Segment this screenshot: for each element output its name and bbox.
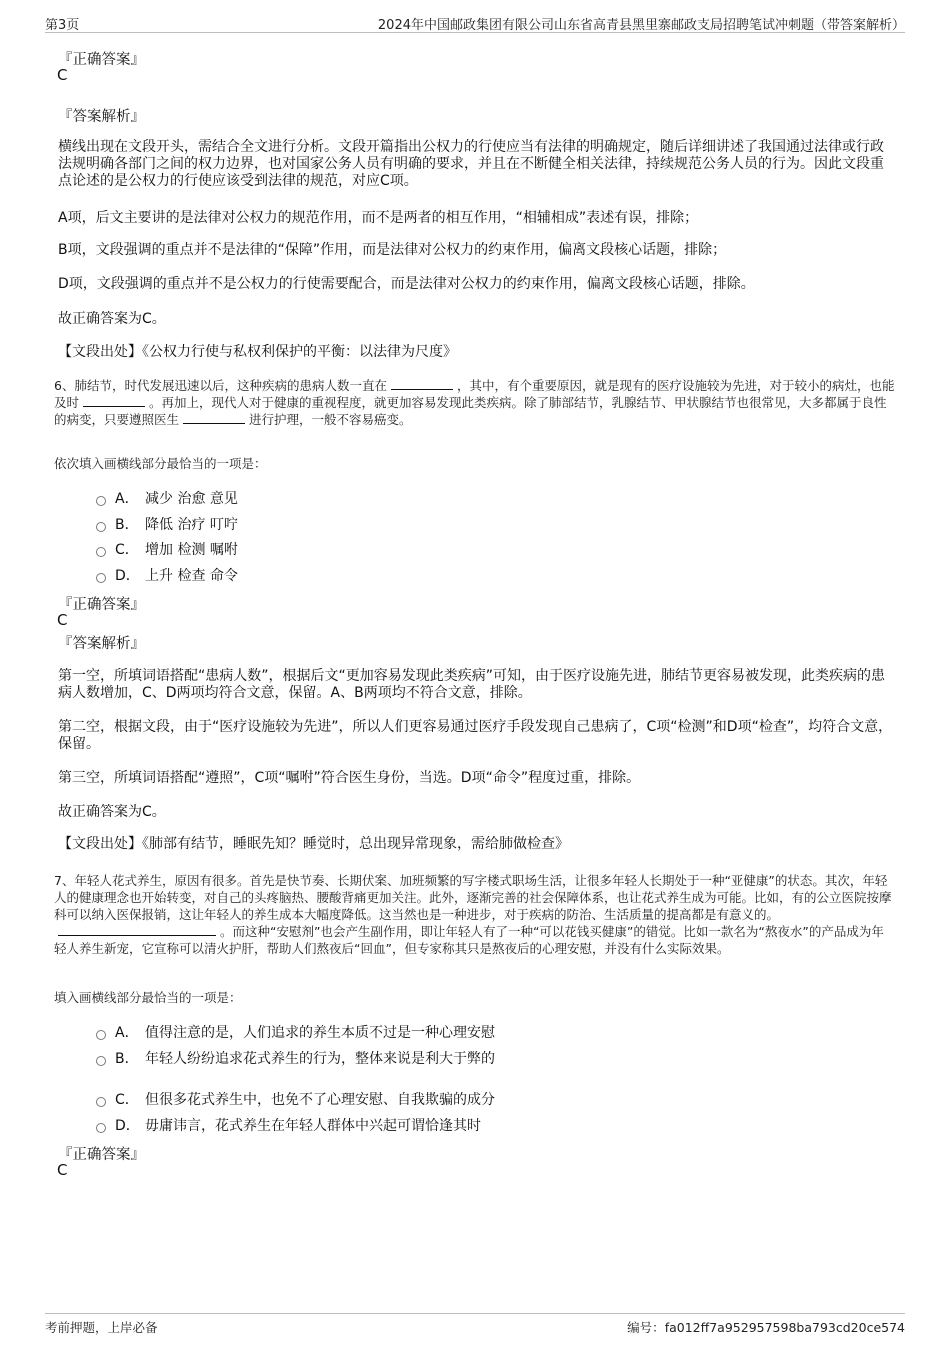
analysis-paragraph: A项，后文主要讲的是法律对公权力的规范作用，而不是两者的相互作用，“相辅相成”表述有误，排除； <box>58 210 699 226</box>
radio-icon[interactable] <box>96 1030 106 1040</box>
answer-value: C <box>57 66 68 84</box>
option-letter: A． <box>115 491 139 507</box>
page-footer <box>45 1313 905 1335</box>
stem-text: 7、年轻人花式养生，原因有很多。首先是快节奏、长期伏案、加班频繁的写字楼式职场生活，让很多年轻人长期处于一种“亚健康”的状态。其次，年轻人的健康理念也开始转变，对自己的头疼脑热、腰酸背痛更加关注。此外，逐渐完善的社会保障体系，也让花式养生成为可能。比如，有的公立医院按摩科可以纳入医保报销，这让年轻人的养生成本大幅度降低。这当然也是一种进步，对于疾病的防治、生活质量的提高都是有意义的。 <box>54 873 892 922</box>
stem-text: 。而这种“安慰剂”也会产生副作用，即让年轻人有了一种“可以花钱买健康”的错觉。比如一款名为“熬夜水”的产品成为年轻人养生新宠，它宣称可以清火护肝，帮助人们熬夜后“回血”，但专家称其只是熬夜后的心理安慰，并没有什么实际效果。 <box>54 924 884 956</box>
radio-icon[interactable] <box>96 573 106 583</box>
option-letter: B． <box>115 517 139 533</box>
option-letter: B． <box>115 1051 139 1067</box>
question-7-hint: 填入画横线部分最恰当的一项是： <box>54 990 242 1005</box>
question-7-stem <box>54 872 896 957</box>
radio-icon[interactable] <box>96 1123 106 1133</box>
fill-blank <box>83 405 145 407</box>
option-letter: D． <box>115 568 140 584</box>
document-code <box>627 1318 905 1336</box>
option-text: 增加 检测 嘱咐 <box>145 542 238 558</box>
analysis-label: 『答案解析』 <box>58 636 145 652</box>
option-text: 上升 检查 命令 <box>145 568 238 584</box>
answer-value: C <box>57 611 68 629</box>
analysis-paragraph: B项，文段强调的重点并不是法律的“保障”作用，而是法律对公权力的约束作用，偏离文段核心话题，排除； <box>58 242 727 258</box>
option-letter: C． <box>115 1092 139 1108</box>
radio-icon[interactable] <box>96 1056 106 1066</box>
option-c[interactable] <box>96 1089 495 1107</box>
code-label: 编号： <box>627 1320 665 1335</box>
option-text: 毋庸讳言，花式养生在年轻人群体中兴起可谓恰逢其时 <box>145 1118 481 1134</box>
option-a[interactable] <box>96 1022 495 1040</box>
radio-icon[interactable] <box>96 1097 106 1107</box>
source-citation: 【文段出处】《公权力行使与私权利保护的平衡：以法律为尺度》 <box>58 344 457 360</box>
analysis-paragraph: 故正确答案为C。 <box>58 804 166 820</box>
answer-value: C <box>57 1161 68 1179</box>
option-b[interactable] <box>96 514 238 532</box>
fill-blank <box>58 934 216 936</box>
analysis-paragraph: 横线出现在文段开头，需结合全文进行分析。文段开篇指出公权力的行使应当有法律的明确规定，随后详细讲述了我国通过法律或行政法规明确各部门之间的权力边界，也对国家公务人员有明确的要求，并且在不断健全相关法律，持续规范公务人员的行为。因此文段重点论述的是公权力的行使应该受到法律的规范，对应C项。 <box>58 139 884 189</box>
option-b[interactable] <box>96 1048 495 1066</box>
radio-icon[interactable] <box>96 547 106 557</box>
option-letter: D． <box>115 1118 140 1134</box>
option-a[interactable] <box>96 488 238 506</box>
analysis-paragraph: 第一空，所填词语搭配“患病人数”，根据后文“更加容易发现此类疾病”可知，由于医疗设施先进，肺结节更容易被发现，此类疾病的患病人数增加，C、D两项均符合文意，保留。A、B两项均不符合文意，排除。 <box>58 668 886 701</box>
footer-slogan: 考前押题，上岸必备 <box>45 1320 158 1335</box>
stem-text: 进行护理，一般不容易癌变。 <box>249 412 412 427</box>
page-header <box>45 12 905 33</box>
fill-blank <box>391 388 453 390</box>
stem-text: 6、肺结节，时代发展迅速以后，这种疾病的患病人数一直在 <box>54 378 387 393</box>
source-citation: 【文段出处】《肺部有结节，睡眠先知？睡觉时，总出现异常现象，需给肺做检查》 <box>58 836 569 852</box>
analysis-paragraph: 故正确答案为C。 <box>58 311 166 327</box>
option-text: 但很多花式养生中，也免不了心理安慰、自我欺骗的成分 <box>145 1092 495 1108</box>
option-letter: C． <box>115 542 139 558</box>
question-6-hint: 依次填入画横线部分最恰当的一项是： <box>54 456 267 471</box>
document-title: 2024年中国邮政集团有限公司山东省高青县黑里寨邮政支局招聘笔试冲刺题（带答案解析） <box>377 18 905 33</box>
option-d[interactable] <box>96 565 238 583</box>
page-number: 第3页 <box>45 18 80 33</box>
analysis-label: 『答案解析』 <box>58 109 145 125</box>
question-6-stem <box>54 377 896 428</box>
option-text: 减少 治愈 意见 <box>145 491 238 507</box>
answer-label: 『正确答案』 <box>58 597 145 613</box>
code-value: fa012ff7a952957598ba793cd20ce574 <box>664 1320 905 1335</box>
answer-label: 『正确答案』 <box>58 52 145 68</box>
option-letter: A． <box>115 1025 139 1041</box>
analysis-paragraph: 第三空，所填词语搭配“遵照”，C项“嘱咐”符合医生身份，当选。D项“命令”程度过重，排除。 <box>58 770 641 786</box>
option-text: 值得注意的是，人们追求的养生本质不过是一种心理安慰 <box>145 1025 495 1041</box>
fill-blank <box>183 422 245 424</box>
option-c[interactable] <box>96 539 238 557</box>
answer-label: 『正确答案』 <box>58 1147 145 1163</box>
option-d[interactable] <box>96 1115 481 1133</box>
radio-icon[interactable] <box>96 522 106 532</box>
analysis-paragraph: 第二空，根据文段，由于“医疗设施较为先进”，所以人们更容易通过医疗手段发现自己患病了，C项“检测”和D项“检查”，均符合文意，保留。 <box>58 719 893 752</box>
radio-icon[interactable] <box>96 496 106 506</box>
analysis-paragraph: D项，文段强调的重点并不是公权力的行使需要配合，而是法律对公权力的约束作用，偏离文段核心话题，排除。 <box>58 276 755 292</box>
option-text: 降低 治疗 叮咛 <box>145 517 238 533</box>
option-text: 年轻人纷纷追求花式养生的行为，整体来说是利大于弊的 <box>145 1051 495 1067</box>
stem-text: 。再加上，现代人对于健康的重视程度，就更加容易发现此类疾病。除了肺部结节，乳腺结节、甲状腺结节也很常见，大多都属于良性的病变，只要遵照医生 <box>54 395 887 427</box>
stem-text: ，其中，有个重要原因，就是现有的医疗设施较为先进，对于较小的病灶，也能及时 <box>54 378 895 410</box>
